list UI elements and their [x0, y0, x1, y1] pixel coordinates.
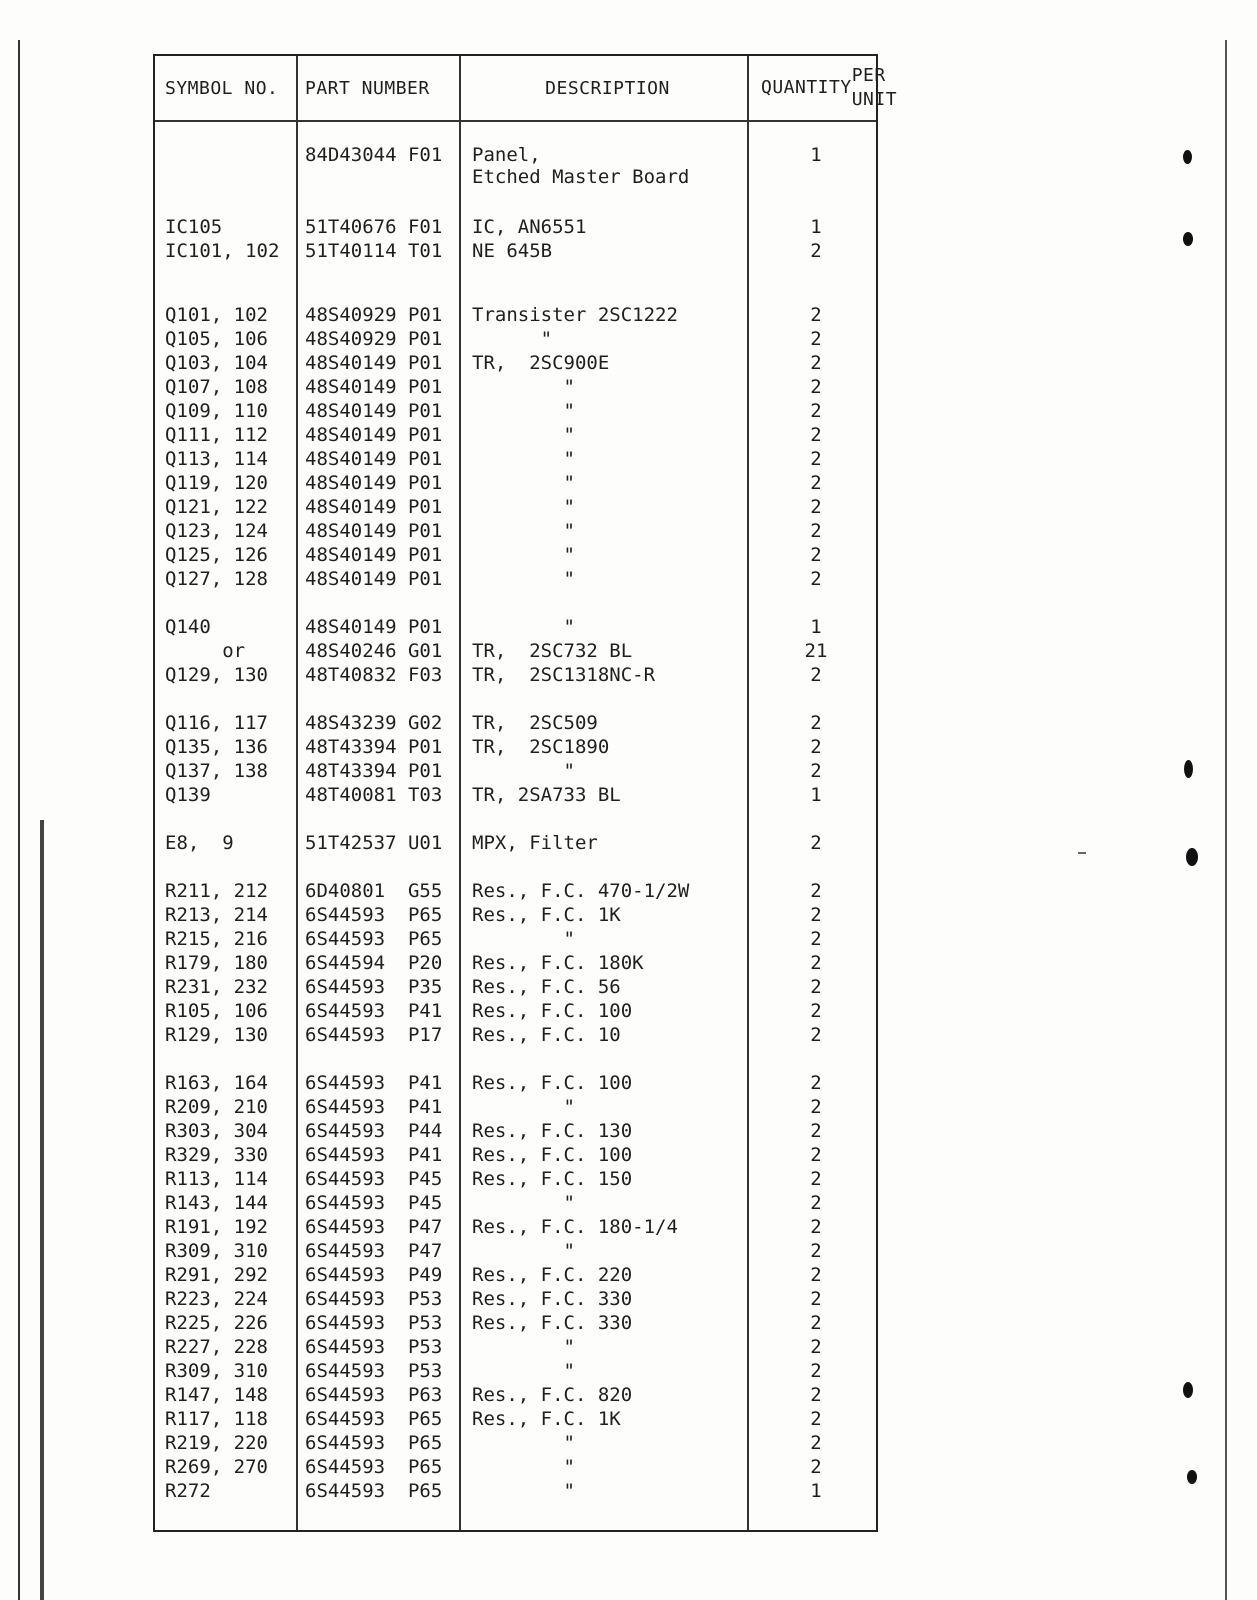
row-symbol: R143, 144 — [165, 1192, 268, 1214]
row-part-number: 6S44593 P41 — [305, 1000, 443, 1022]
row-symbol: R117, 118 — [165, 1408, 268, 1430]
row-description: TR, 2SA733 BL — [472, 784, 621, 806]
row-quantity: 2 — [810, 1456, 822, 1478]
row-quantity: 2 — [810, 1336, 822, 1358]
row-description: TR, 2SC1890 — [472, 736, 610, 758]
row-symbol: R211, 212 — [165, 880, 268, 902]
left-scan-edge — [18, 40, 20, 1600]
row-quantity: 2 — [810, 904, 822, 926]
row-description: Res., F.C. 1K — [472, 904, 621, 926]
row-quantity: 2 — [810, 544, 822, 566]
row-part-number: 6S44593 P41 — [305, 1096, 443, 1118]
row-symbol: R105, 106 — [165, 1000, 268, 1022]
row-part-number: 48T40081 T03 — [305, 784, 443, 806]
row-symbol: R215, 216 — [165, 928, 268, 950]
row-description: " — [472, 1192, 575, 1214]
row-quantity: 2 — [810, 952, 822, 974]
row-part-number: 6S44593 P49 — [305, 1264, 443, 1286]
row-description: TR, 2SC1318NC-R — [472, 664, 656, 686]
row-symbol: R231, 232 — [165, 976, 268, 998]
row-description: " — [472, 616, 575, 638]
row-quantity: 2 — [810, 1240, 822, 1262]
row-symbol: R113, 114 — [165, 1168, 268, 1190]
row-symbol: Q116, 117 — [165, 712, 268, 734]
row-description: " — [472, 472, 575, 494]
row-quantity: 2 — [810, 240, 822, 262]
row-part-number: 48S40149 P01 — [305, 448, 443, 470]
binder-hole-mark — [1183, 232, 1193, 246]
row-quantity: 2 — [810, 1024, 822, 1046]
row-description: " — [472, 400, 575, 422]
row-part-number: 6S44593 P65 — [305, 1456, 443, 1478]
row-symbol: R303, 304 — [165, 1120, 268, 1142]
row-symbol: IC101, 102 — [165, 240, 280, 262]
row-description: Res., F.C. 100 — [472, 1000, 633, 1022]
row-symbol: Q101, 102 — [165, 304, 268, 326]
row-symbol: Q127, 128 — [165, 568, 268, 590]
column-divider — [459, 56, 461, 1530]
row-quantity: 2 — [810, 832, 822, 854]
row-part-number: 6S44593 P47 — [305, 1240, 443, 1262]
row-quantity: 2 — [810, 496, 822, 518]
parts-table — [153, 54, 898, 1532]
row-part-number: 48T40832 F03 — [305, 664, 443, 686]
row-description: Res., F.C. 150 — [472, 1168, 633, 1190]
binder-hole-mark — [1187, 1470, 1197, 1484]
row-symbol: R329, 330 — [165, 1144, 268, 1166]
row-quantity: 2 — [810, 568, 822, 590]
row-quantity: 2 — [810, 352, 822, 374]
row-part-number: 48S40246 G01 — [305, 640, 443, 662]
row-part-number: 6S44593 P17 — [305, 1024, 443, 1046]
row-description: TR, 2SC732 BL — [472, 640, 633, 662]
row-symbol: Q105, 106 — [165, 328, 268, 350]
row-part-number: 6S44593 P65 — [305, 904, 443, 926]
row-part-number: 6S44593 P35 — [305, 976, 443, 998]
row-quantity: 2 — [810, 400, 822, 422]
row-quantity: 2 — [810, 1408, 822, 1430]
row-part-number: 48S40929 P01 — [305, 304, 443, 326]
row-description: " — [472, 1360, 575, 1382]
right-scan-edge — [1225, 40, 1227, 1600]
row-description: Res., F.C. 330 — [472, 1312, 633, 1334]
row-part-number: 6S44593 P44 — [305, 1120, 443, 1142]
row-symbol: Q139 — [165, 784, 211, 806]
row-symbol: R191, 192 — [165, 1216, 268, 1238]
column-divider — [296, 56, 298, 1530]
row-quantity: 2 — [810, 328, 822, 350]
row-part-number: 48T43394 P01 — [305, 760, 443, 782]
row-symbol: R272 — [165, 1480, 211, 1502]
row-part-number: 6S44593 P63 — [305, 1384, 443, 1406]
row-description: " — [472, 760, 575, 782]
binder-hole-mark — [1183, 150, 1192, 164]
row-description: NE 645B — [472, 240, 553, 262]
row-description: " — [472, 1096, 575, 1118]
row-symbol: E8, 9 — [165, 832, 234, 854]
row-quantity: 2 — [810, 1000, 822, 1022]
row-symbol: R291, 292 — [165, 1264, 268, 1286]
row-symbol: Q135, 136 — [165, 736, 268, 758]
row-symbol: R225, 226 — [165, 1312, 268, 1334]
row-description: Res., F.C. 100 — [472, 1144, 633, 1166]
row-symbol: Q125, 126 — [165, 544, 268, 566]
row-description: " — [472, 376, 575, 398]
row-description: " — [472, 448, 575, 470]
row-quantity: 21 — [804, 640, 828, 662]
row-quantity: 1 — [810, 616, 822, 638]
row-quantity: 2 — [810, 1072, 822, 1094]
row-part-number: 6S44593 P53 — [305, 1288, 443, 1310]
row-part-number: 6S44593 P65 — [305, 1432, 443, 1454]
row-symbol: R219, 220 — [165, 1432, 268, 1454]
row-symbol: Q121, 122 — [165, 496, 268, 518]
row-symbol: R163, 164 — [165, 1072, 268, 1094]
row-quantity: 2 — [810, 760, 822, 782]
row-symbol: Q113, 114 — [165, 448, 268, 470]
row-quantity: 2 — [810, 1168, 822, 1190]
row-part-number: 6S44593 P65 — [305, 1408, 443, 1430]
row-part-number: 6S44593 P53 — [305, 1312, 443, 1334]
row-symbol: R179, 180 — [165, 952, 268, 974]
row-part-number: 48S40149 P01 — [305, 376, 443, 398]
stray-mark — [1078, 852, 1086, 854]
row-symbol: R223, 224 — [165, 1288, 268, 1310]
row-quantity: 2 — [810, 712, 822, 734]
header-part-number: PART NUMBER — [305, 77, 430, 99]
row-description: TR, 2SC509 — [472, 712, 598, 734]
row-quantity: 2 — [810, 976, 822, 998]
row-quantity: 2 — [810, 1432, 822, 1454]
row-symbol: Q103, 104 — [165, 352, 268, 374]
row-symbol: R309, 310 — [165, 1240, 268, 1262]
row-part-number: 48S40149 P01 — [305, 496, 443, 518]
row-description: " — [472, 328, 553, 350]
row-symbol: R129, 130 — [165, 1024, 268, 1046]
row-symbol: R147, 148 — [165, 1384, 268, 1406]
row-quantity: 2 — [810, 1216, 822, 1238]
row-symbol: R213, 214 — [165, 904, 268, 926]
row-symbol: R209, 210 — [165, 1096, 268, 1118]
row-quantity: 2 — [810, 304, 822, 326]
row-description: " — [472, 1240, 575, 1262]
row-symbol: R269, 270 — [165, 1456, 268, 1478]
row-part-number: 6S44593 P65 — [305, 928, 443, 950]
row-quantity: 1 — [810, 144, 822, 166]
row-part-number: 6S44593 P53 — [305, 1336, 443, 1358]
row-quantity: 2 — [810, 1384, 822, 1406]
row-quantity: 2 — [810, 928, 822, 950]
row-part-number: 48S40149 P01 — [305, 472, 443, 494]
row-part-number: 48T43394 P01 — [305, 736, 443, 758]
row-part-number: 51T40676 F01 — [305, 216, 443, 238]
row-description: Res., F.C. 130 — [472, 1120, 633, 1142]
row-part-number: 48S43239 G02 — [305, 712, 443, 734]
row-part-number: 48S40149 P01 — [305, 568, 443, 590]
row-symbol: Q109, 110 — [165, 400, 268, 422]
row-quantity: 2 — [810, 376, 822, 398]
row-part-number: 6S44593 P41 — [305, 1144, 443, 1166]
row-part-number: 48S40149 P01 — [305, 424, 443, 446]
row-description: " — [472, 568, 575, 590]
row-description: " — [472, 1480, 575, 1502]
header-symbol-no: SYMBOL NO. — [165, 77, 279, 99]
left-scan-edge-bold — [40, 820, 44, 1600]
row-symbol: IC105 — [165, 216, 223, 238]
row-quantity: 1 — [810, 216, 822, 238]
row-description: " — [472, 1432, 575, 1454]
row-symbol: or — [165, 640, 246, 662]
row-part-number: 48S40149 P01 — [305, 520, 443, 542]
row-symbol: Q119, 120 — [165, 472, 268, 494]
row-quantity: 2 — [810, 736, 822, 758]
column-divider — [747, 56, 749, 1530]
row-description: Res., F.C. 330 — [472, 1288, 633, 1310]
row-description: TR, 2SC900E — [472, 352, 610, 374]
row-description: " — [472, 544, 575, 566]
row-part-number: 6S44594 P20 — [305, 952, 443, 974]
row-description: Res., F.C. 470-1/2W — [472, 880, 690, 902]
row-description: Res., F.C. 180K — [472, 952, 644, 974]
row-description: Res., F.C. 220 — [472, 1264, 633, 1286]
header-separator — [155, 120, 876, 122]
row-symbol: Q137, 138 — [165, 760, 268, 782]
binder-hole-mark — [1186, 848, 1198, 866]
header-quantity-line2: PER UNIT — [851, 65, 898, 110]
row-part-number: 51T40114 T01 — [305, 240, 443, 262]
row-part-number: 84D43044 F01 — [305, 144, 443, 166]
row-quantity: 2 — [810, 664, 822, 686]
row-part-number: 6S44593 P45 — [305, 1168, 443, 1190]
row-quantity: 2 — [810, 472, 822, 494]
row-description: Res., F.C. 56 — [472, 976, 621, 998]
row-description: " — [472, 496, 575, 518]
row-quantity: 2 — [810, 1288, 822, 1310]
header-quantity-line1: QUANTITY — [761, 77, 852, 98]
row-part-number: 6D40801 G55 — [305, 880, 443, 902]
row-description: Panel, Etched Master Board — [472, 144, 690, 188]
row-description: IC, AN6551 — [472, 216, 587, 238]
row-part-number: 48S40149 P01 — [305, 544, 443, 566]
row-description: " — [472, 1336, 575, 1358]
row-description: Res., F.C. 820 — [472, 1384, 633, 1406]
row-quantity: 2 — [810, 1192, 822, 1214]
row-description: " — [472, 928, 575, 950]
row-description: MPX, Filter — [472, 832, 598, 854]
row-part-number: 6S44593 P45 — [305, 1192, 443, 1214]
row-quantity: 2 — [810, 1144, 822, 1166]
row-part-number: 51T42537 U01 — [305, 832, 443, 854]
row-part-number: 48S40149 P01 — [305, 616, 443, 638]
row-symbol: Q107, 108 — [165, 376, 268, 398]
row-part-number: 48S40149 P01 — [305, 400, 443, 422]
row-description: " — [472, 424, 575, 446]
row-description: Transister 2SC1222 — [472, 304, 678, 326]
row-quantity: 2 — [810, 1096, 822, 1118]
row-quantity: 2 — [810, 1360, 822, 1382]
row-symbol: Q140 — [165, 616, 211, 638]
row-part-number: 6S44593 P53 — [305, 1360, 443, 1382]
row-description: Res., F.C. 100 — [472, 1072, 633, 1094]
row-quantity: 2 — [810, 520, 822, 542]
binder-hole-mark — [1184, 760, 1193, 778]
row-quantity: 2 — [810, 1120, 822, 1142]
row-description: " — [472, 1456, 575, 1478]
header-description: DESCRIPTION — [545, 77, 670, 99]
row-part-number: 6S44593 P47 — [305, 1216, 443, 1238]
row-part-number: 48S40929 P01 — [305, 328, 443, 350]
row-quantity: 2 — [810, 880, 822, 902]
row-symbol: Q129, 130 — [165, 664, 268, 686]
row-symbol: Q123, 124 — [165, 520, 268, 542]
row-description: Res., F.C. 1K — [472, 1408, 621, 1430]
binder-hole-mark — [1183, 1382, 1193, 1398]
row-symbol: Q111, 112 — [165, 424, 268, 446]
header-quantity — [755, 56, 898, 120]
row-part-number: 6S44593 P41 — [305, 1072, 443, 1094]
row-description: Res., F.C. 10 — [472, 1024, 621, 1046]
row-symbol: R227, 228 — [165, 1336, 268, 1358]
row-description: Res., F.C. 180-1/4 — [472, 1216, 678, 1238]
row-part-number: 48S40149 P01 — [305, 352, 443, 374]
row-part-number: 6S44593 P65 — [305, 1480, 443, 1502]
row-quantity: 2 — [810, 1264, 822, 1286]
row-quantity: 2 — [810, 448, 822, 470]
row-symbol: R309, 310 — [165, 1360, 268, 1382]
row-quantity: 2 — [810, 424, 822, 446]
row-quantity: 1 — [810, 784, 822, 806]
row-quantity: 1 — [810, 1480, 822, 1502]
row-description: " — [472, 520, 575, 542]
row-quantity: 2 — [810, 1312, 822, 1334]
